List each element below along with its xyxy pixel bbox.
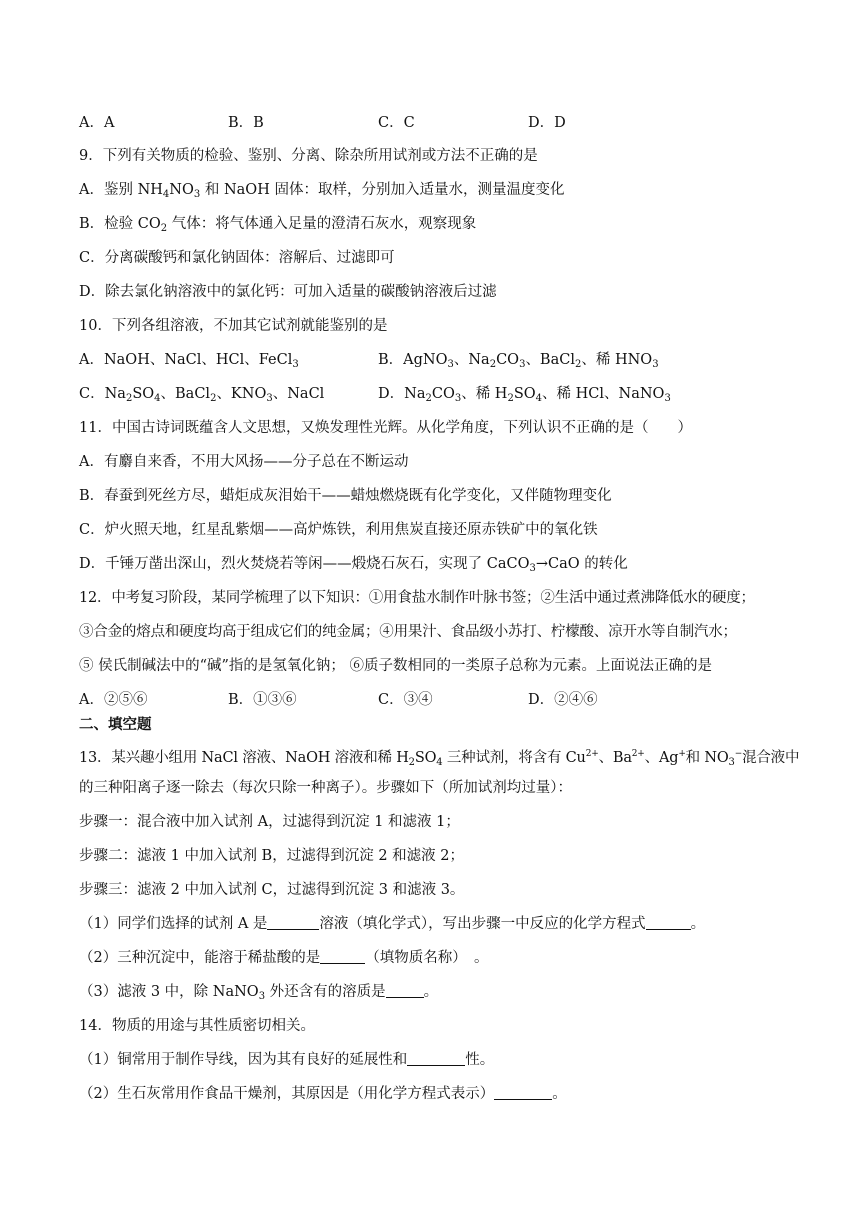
q10-option-d: D．$Na_2CO_3$、稀 $H_2SO_4$、稀 HCl、NaNO$_3$	[378, 386, 671, 404]
q10-option-a: A．NaOH、NaCl、HCl、FeCl$_3$	[79, 352, 299, 370]
q8-option-b: B．B	[228, 115, 264, 131]
q11-option-c: C．炉火照天地，红星乱紫烟——高炉炼铁，利用焦炭直接还原赤铁矿中的氧化铁	[79, 522, 598, 538]
q12-option-b: B．①③⑥	[228, 692, 297, 708]
answer-blank[interactable]	[267, 915, 319, 930]
q13-step-3: 步骤三：滤液 2 中加入试剂 C，过滤得到沉淀 3 和滤液 3。	[79, 882, 465, 898]
q11-option-d: D．千锤万凿出深山，烈火焚烧若等闲——煅烧石灰石，实现了 CaCO$_3$→CaO 的转化	[79, 556, 628, 574]
q13-step-1: 步骤一：混合液中加入试剂 A，过滤得到沉淀 1 和滤液 1；	[79, 814, 460, 830]
q12-option-c: C．③④	[378, 692, 433, 708]
answer-blank[interactable]	[320, 949, 365, 964]
q13-part-2: （2）三种沉淀中，能溶于稀盐酸的是 （填物质名称） 。	[79, 950, 489, 966]
q12-option-d: D．②④⑥	[528, 692, 598, 708]
q14-part-1: （1）铜常用于制作导线，因为其有良好的延展性和 性。	[79, 1052, 495, 1068]
q8-option-a: A．A	[79, 115, 115, 131]
q9-option-b: B．检验 $CO_2$ 气体：将气体通入足量的澄清石灰水，观察现象	[79, 216, 477, 234]
answer-blank[interactable]	[386, 983, 424, 998]
q10-option-c: C．$Na_2SO_4$、BaCl$_2$、$KNO_3$、NaCl	[79, 386, 325, 404]
q13-step-2: 步骤二：滤液 1 中加入试剂 B，过滤得到沉淀 2 和滤液 2；	[79, 848, 464, 864]
q12-option-a: A．②⑤⑥	[79, 692, 148, 708]
q9-option-d: D．除去氯化钠溶液中的氯化钙：可加入适量的碳酸钠溶液后过滤	[79, 284, 497, 300]
section-heading: 二、填空题	[79, 716, 152, 733]
q13-line-1: 13．某兴趣小组用 NaCl 溶液、NaOH 溶液和稀 $H_2SO_4$ 三种试剂，将含有 $Cu^{2+}$、$Ba^{2+}$、Ag+和 $NO_3^-$混合液中	[79, 749, 800, 768]
answer-blank[interactable]	[494, 1085, 552, 1100]
q11-option-b: B．春蚕到死丝方尽，蜡炬成灰泪始干——蜡烛燃烧既有化学变化，又伴随物理变化	[79, 488, 612, 504]
q8-option-c: C．C	[378, 115, 415, 131]
answer-blank[interactable]	[646, 915, 691, 930]
q12-line-1: 12．中考复习阶段，某同学梳理了以下知识：①用食盐水制作叶脉书签；②生活中通过煮沸降低水的硬度；	[79, 590, 755, 606]
q13-line-2: 的三种阳离子逐一除去（每次只除一种离子）。步骤如下（所加试剂均过量）：	[79, 780, 572, 796]
q14-part-2: （2）生石灰常用作食品干燥剂，其原因是（用化学方程式表示） 。	[79, 1086, 567, 1102]
q11-stem: 11．中国古诗词既蕴含人文思想，又焕发理性光辉。从化学角度，下列认识不正确的是（ ）	[79, 420, 692, 436]
q8-option-d: D．D	[528, 115, 566, 131]
q9-option-c: C．分离碳酸钙和氯化钠固体：溶解后、过滤即可	[79, 250, 395, 266]
q11-option-a: A．有麝自来香，不用大风扬——分子总在不断运动	[79, 454, 409, 470]
q12-line-3: ⑤ 侯氏制碱法中的“碱”指的是氢氧化钠； ⑥质子数相同的一类原子总称为元素。上面说法正确的是	[79, 658, 713, 674]
q9-option-a: A．鉴别 $NH_4NO_3$ 和 NaOH 固体：取样，分别加入适量水，测量温度变化	[79, 182, 565, 200]
q10-stem: 10．下列各组溶液，不加其它试剂就能鉴别的是	[79, 318, 388, 334]
q14-stem: 14．物质的用途与其性质密切相关。	[79, 1018, 315, 1034]
q10-option-b: B．AgNO$_3$、$Na_2CO_3$、BaCl$_2$、稀 $HNO_3$	[378, 352, 659, 370]
q13-part-1: （1）同学们选择的试剂 A 是 溶液（填化学式），写出步骤一中反应的化学方程式 。	[79, 916, 706, 932]
answer-blank[interactable]	[407, 1051, 465, 1066]
q9-stem: 9．下列有关物质的检验、鉴别、分离、除杂所用试剂或方法不正确的是	[79, 148, 538, 164]
q13-part-3: （3）滤液 3 中，除 NaNO$_3$ 外还含有的溶质是 。	[79, 984, 439, 1002]
q12-line-2: ③合金的熔点和硬度均高于组成它们的纯金属；④用果汁、食品级小苏打、柠檬酸、凉开水等自制汽水；	[79, 624, 737, 640]
